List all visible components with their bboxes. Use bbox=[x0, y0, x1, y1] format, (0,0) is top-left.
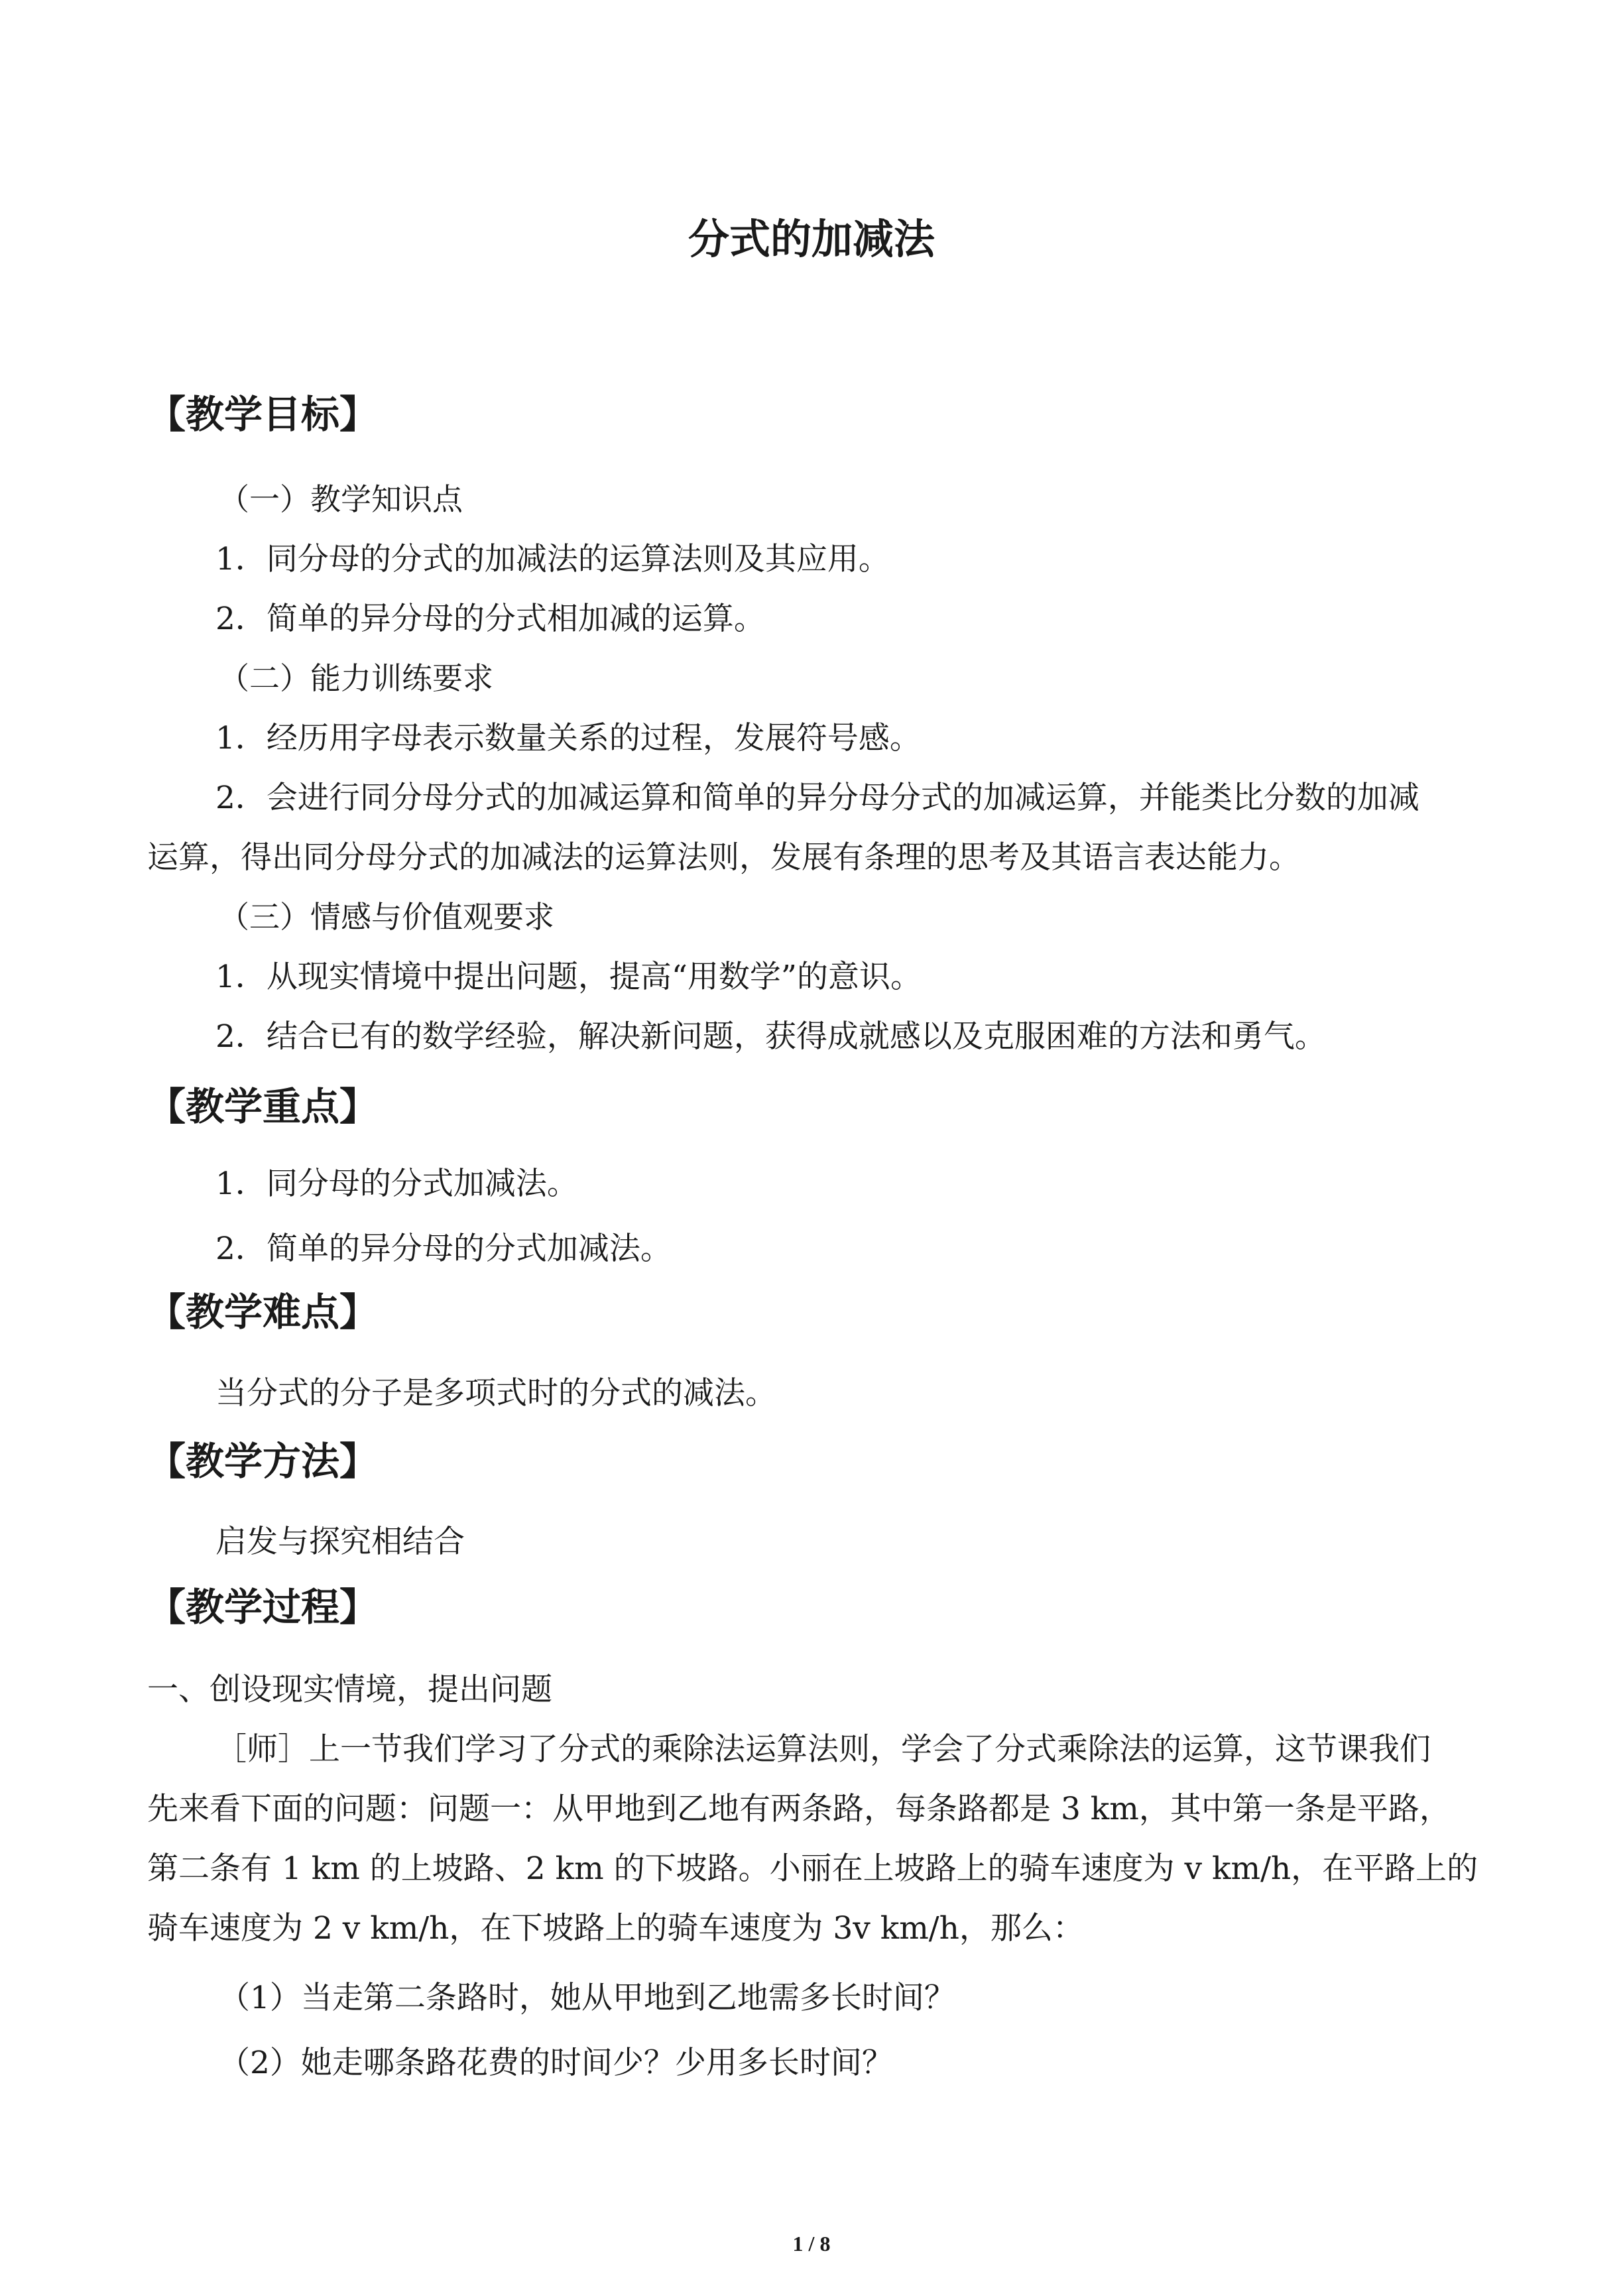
list-item: 2．会进行同分母分式的加减运算和简单的异分母分式的加减运算，并能类比分数的加减 bbox=[215, 780, 1419, 816]
section-heading-objectives: 【教学目标】 bbox=[147, 392, 379, 437]
process-step-title: 一、创设现实情境，提出问题 bbox=[147, 1671, 552, 1708]
page-indicator: 1 / 8 bbox=[792, 2232, 831, 2256]
list-item: 2．简单的异分母的分式加减法。 bbox=[215, 1231, 672, 1267]
paragraph-line: ［师］上一节我们学习了分式的乘除法运算法则，学会了分式乘除法的运算，这节课我们 bbox=[215, 1731, 1431, 1768]
section-heading-methods: 【教学方法】 bbox=[147, 1439, 379, 1484]
subsection-label-ability: （二）能力训练要求 bbox=[219, 660, 493, 696]
paragraph-line: 骑车速度为 2 v km/h，在下坡路上的骑车速度为 3v km/h，那么： bbox=[147, 1910, 1084, 1947]
question-item: （2）她走哪条路花费的时间少？少用多长时间？ bbox=[219, 2045, 893, 2081]
methods-text: 启发与探究相结合 bbox=[215, 1524, 465, 1560]
paragraph-line: 第二条有 1 km 的上坡路、2 km 的下坡路。小丽在上坡路上的骑车速度为 v km/h，在平路上的 bbox=[147, 1850, 1478, 1887]
list-item-continuation: 运算，得出同分母分式的加减法的运算法则，发展有条理的思考及其语言表达能力。 bbox=[147, 839, 1300, 876]
list-item: 1．同分母的分式加减法。 bbox=[215, 1166, 578, 1202]
subsection-label-knowledge: （一）教学知识点 bbox=[219, 481, 463, 517]
list-item: 1．经历用字母表示数量关系的过程，发展符号感。 bbox=[215, 720, 921, 756]
list-item: 1．从现实情境中提出问题，提高“用数学”的意识。 bbox=[215, 959, 922, 995]
question-item: （1）当走第二条路时，她从甲地到乙地需多长时间？ bbox=[219, 1980, 955, 2016]
section-heading-difficulties: 【教学难点】 bbox=[147, 1290, 379, 1335]
list-item: 1．同分母的分式的加减法的运算法则及其应用。 bbox=[215, 541, 890, 577]
section-heading-key-points: 【教学重点】 bbox=[147, 1084, 379, 1129]
subsection-label-emotion: （三）情感与价值观要求 bbox=[219, 899, 554, 935]
document-title: 分式的加减法 bbox=[688, 215, 935, 263]
list-item: 2．简单的异分母的分式相加减的运算。 bbox=[215, 601, 765, 637]
difficulty-text: 当分式的分子是多项式时的分式的减法。 bbox=[215, 1375, 776, 1412]
section-heading-process: 【教学过程】 bbox=[147, 1585, 379, 1630]
paragraph-line: 先来看下面的问题：问题一：从甲地到乙地有两条路，每条路都是 3 km，其中第一条是平路， bbox=[147, 1791, 1451, 1827]
list-item: 2．结合已有的数学经验，解决新问题，获得成就感以及克服困难的方法和勇气。 bbox=[215, 1018, 1326, 1055]
